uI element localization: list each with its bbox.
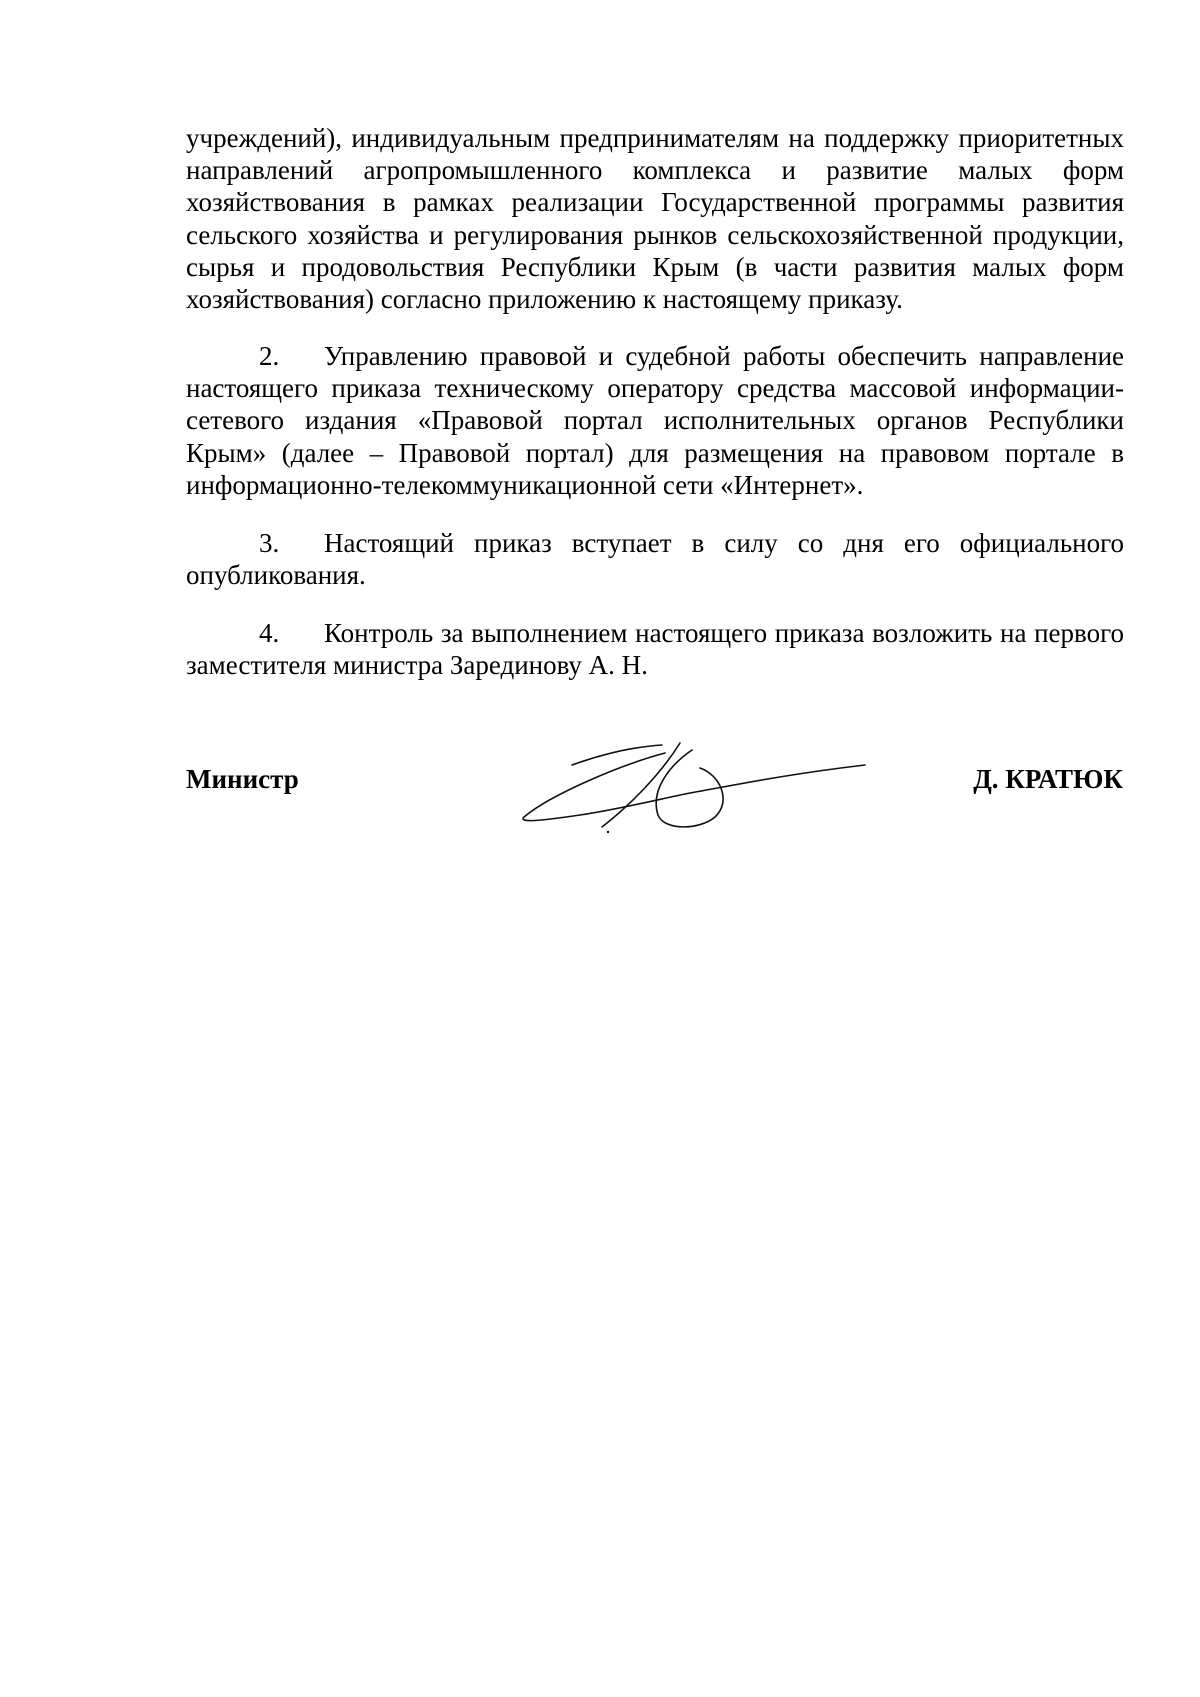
order-item-4-number: 4. bbox=[259, 618, 280, 648]
handwritten-signature bbox=[510, 735, 870, 835]
order-item-2-text: Управлению правовой и судебной работы обеспечить направление настоящего приказа техническому оператору средства массовой информации-сетевого издания «Правовой портал исполнительных органов Республики Крым» (далее – Правовой портал) для размещения на правовом портале в информационно-телекоммуникационной сети «Интернет». bbox=[186, 341, 1124, 500]
signer-position: Министр bbox=[186, 764, 299, 794]
continuation-paragraph: учреждений), индивидуальным предпринимателям на поддержку приоритетных направлений агропромышленного комплекса и развитие малых форм хозяйствования в рамках реализации Государственной программы развития сельского хозяйства и регулирования рынков сельскохозяйственной продукции, сырья и продовольствия Республики Крым (в части развития малых форм хозяйствования) согласно приложению к настоящему приказу. bbox=[186, 123, 1124, 315]
order-item-4 bbox=[186, 617, 1124, 681]
signer-name: Д. КРАТЮК bbox=[973, 764, 1123, 794]
order-item-2 bbox=[186, 340, 1124, 501]
order-item-3 bbox=[186, 527, 1124, 591]
order-item-3-text: Настоящий приказ вступает в силу со дня его официального опубликования. bbox=[186, 528, 1124, 591]
order-item-2-number: 2. bbox=[259, 341, 280, 371]
signature-block bbox=[0, 740, 1200, 850]
order-item-4-text: Контроль за выполнением настоящего приказа возложить на первого заместителя министра Зарединову А. Н. bbox=[186, 618, 1124, 681]
order-item-3-number: 3. bbox=[259, 528, 280, 558]
